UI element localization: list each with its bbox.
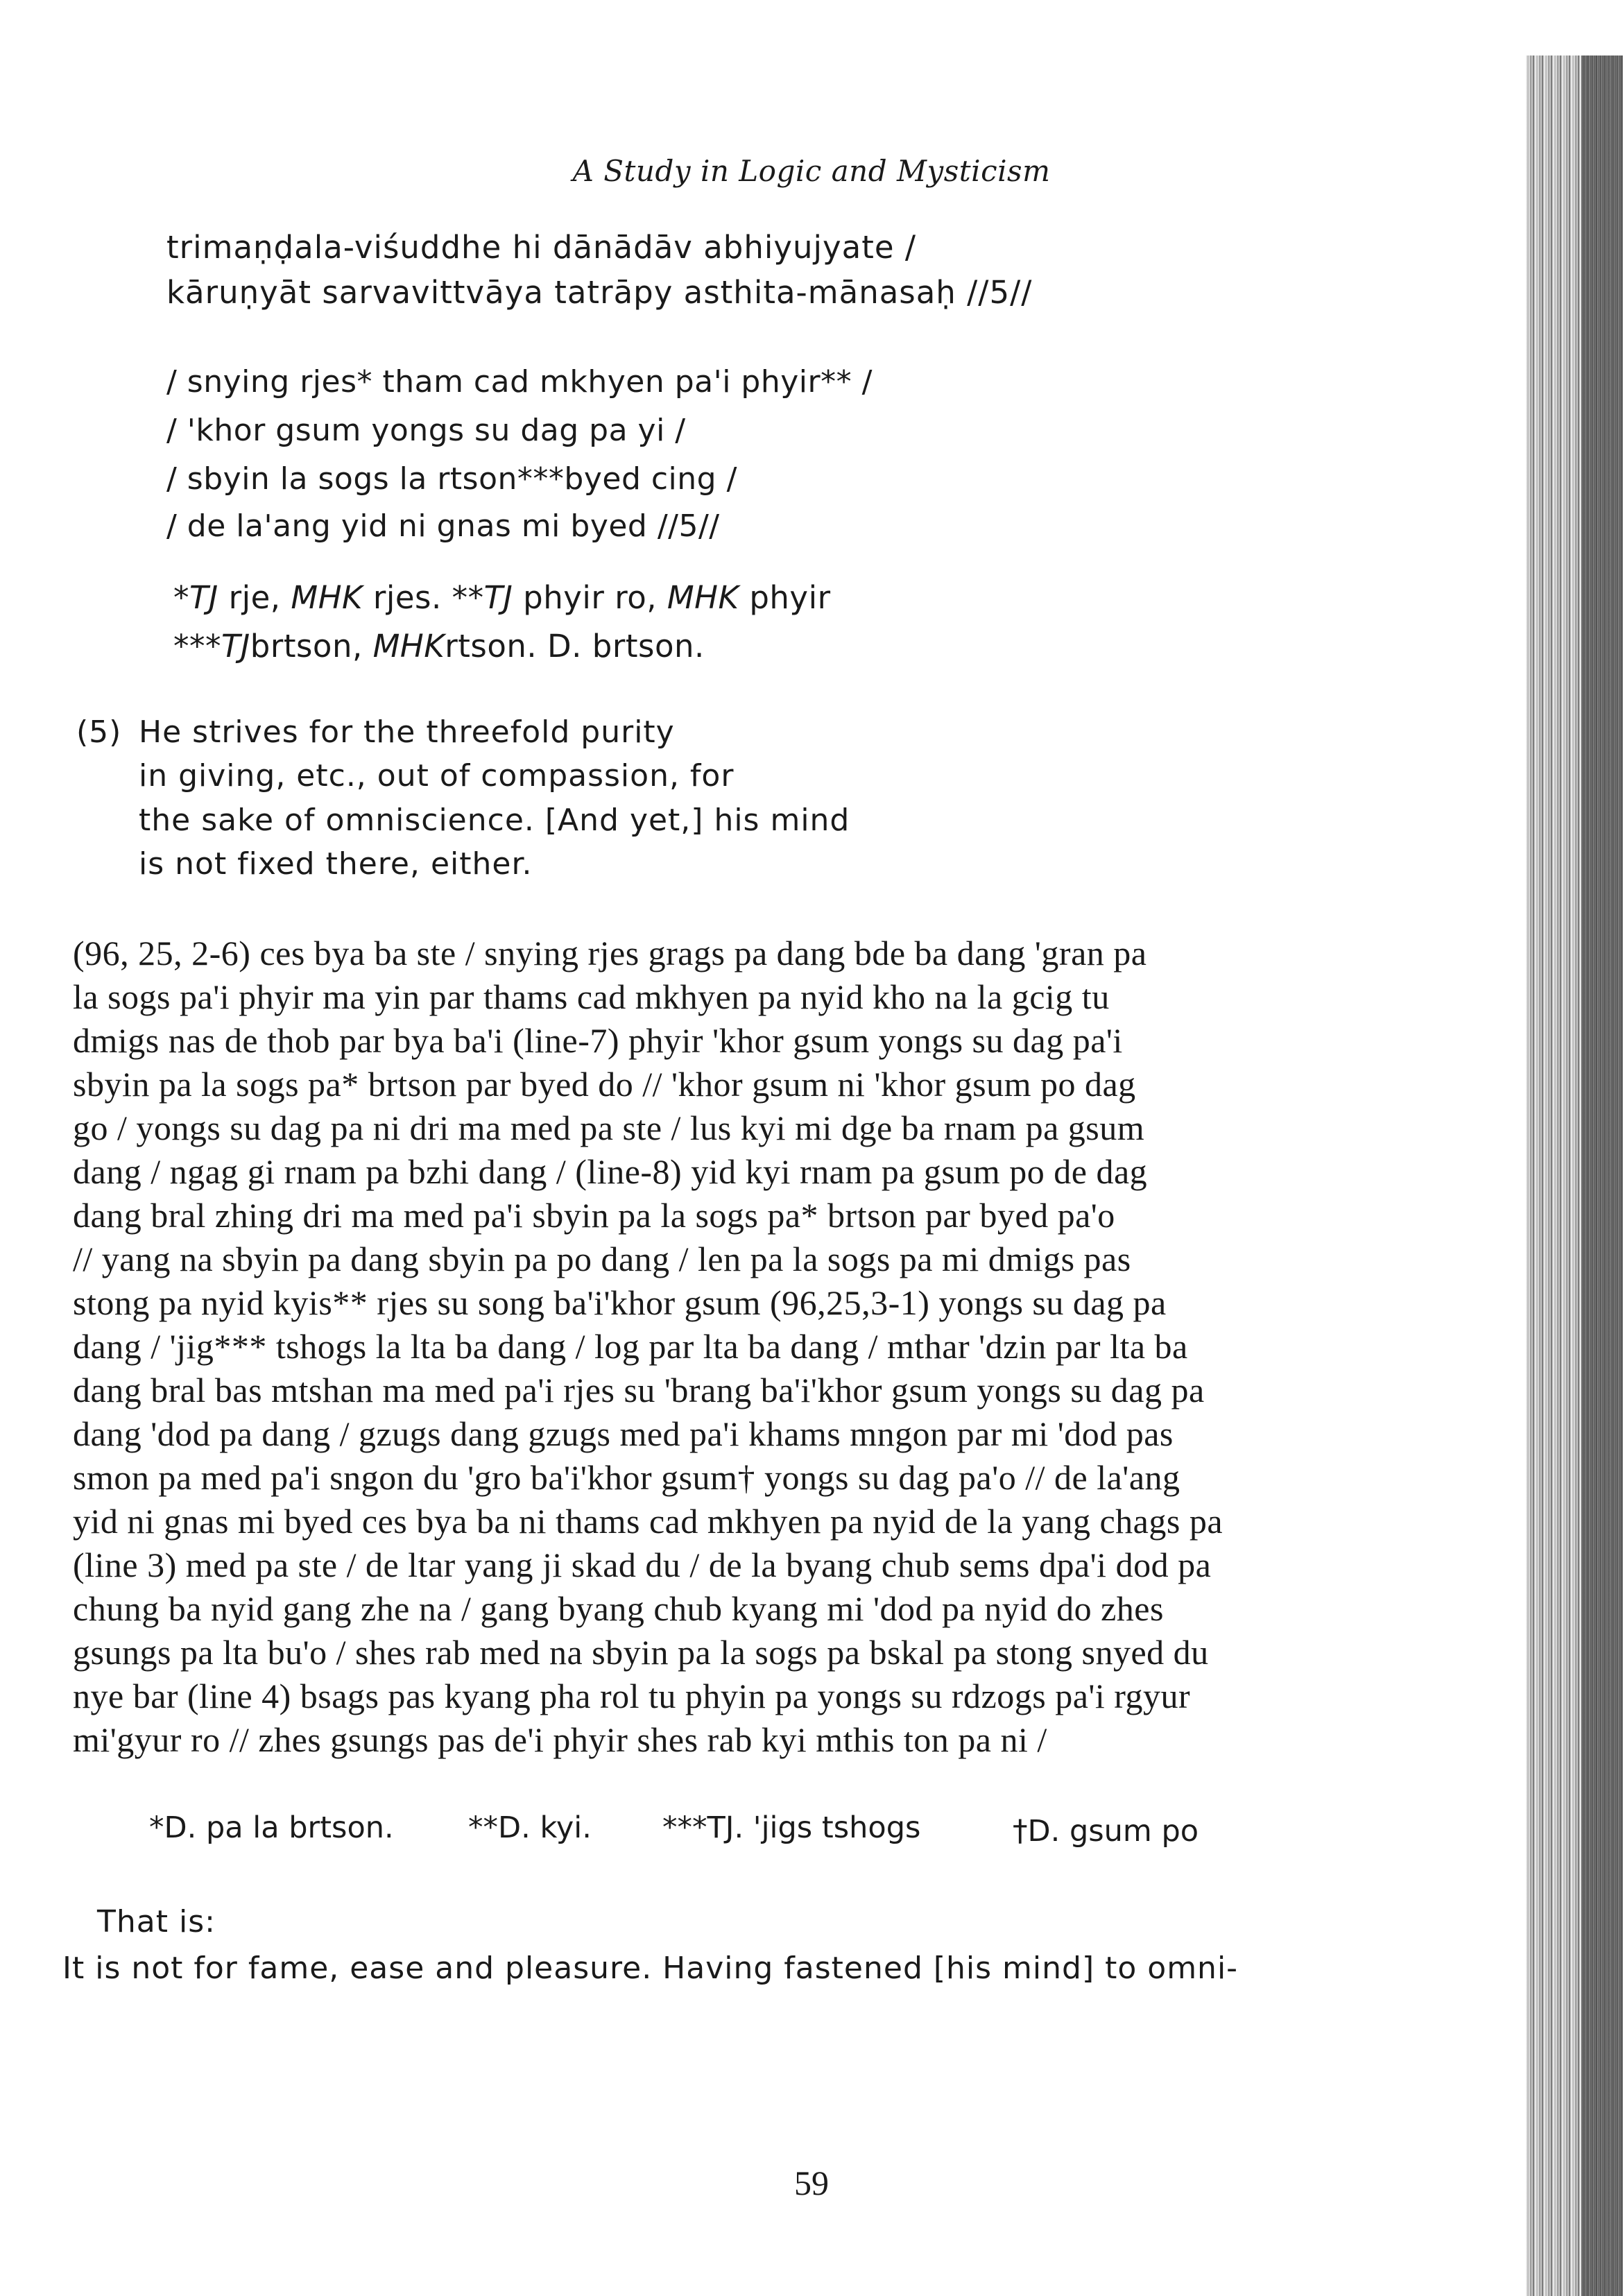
footnote: *D. pa la brtson. xyxy=(149,1810,394,1845)
running-header: A Study in Logic and Mysticism xyxy=(572,154,1051,188)
commentary-line: la sogs pa'i phyir ma yin par thams cad mkhyen pa nyid kho na la gcig tu xyxy=(73,977,1110,1016)
commentary-line: stong pa nyid kyis** rjes su song ba'i'khor gsum (96,25,3-1) yongs su dag pa xyxy=(73,1283,1167,1322)
commentary-line: dang / 'jig*** tshogs la lta ba dang / log par lta ba dang / mthar 'dzin par lta ba xyxy=(73,1327,1188,1366)
footnote: †D. gsum po xyxy=(1013,1814,1199,1849)
commentary-line: dang bral zhing dri ma med pa'i sbyin pa la sogs pa* brtson par byed pa'o xyxy=(73,1196,1115,1235)
footnote: **D. kyi. xyxy=(468,1810,592,1845)
commentary-line: (96, 25, 2-6) ces bya ba ste / snying rjes grags pa dang bde ba dang 'gran pa xyxy=(73,934,1147,973)
book-binding-shadow xyxy=(1526,55,1623,2296)
page-number: 59 xyxy=(794,2164,829,2202)
commentary-line: smon pa med pa'i sngon du 'gro ba'i'khor gsum† yongs su dag pa'o // de la'ang xyxy=(73,1458,1180,1497)
body-text-line: It is not for fame, ease and pleasure. Having fastened [his mind] to omni- xyxy=(62,1951,1239,1986)
commentary-line: yid ni gnas mi byed ces bya ba ni thams cad mkhyen pa nyid de la yang chags pa xyxy=(73,1502,1223,1541)
sanskrit-verse-line: trimaṇḍala-viśuddhe hi dānādāv abhiyujyate / xyxy=(166,229,917,266)
tibetan-verse-line: / 'khor gsum yongs su dag pa yi / xyxy=(166,413,686,448)
tibetan-verse-line: / de la'ang yid ni gnas mi byed //5// xyxy=(166,508,720,544)
commentary-line: gsungs pa lta bu'o / shes rab med na sbyin pa la sogs pa bskal pa stong snyed du xyxy=(73,1633,1209,1672)
commentary-line: // yang na sbyin pa dang sbyin pa po dang / len pa la sogs pa mi dmigs pas xyxy=(73,1240,1131,1278)
commentary-line: dmigs nas de thob par bya ba'i (line-7) phyir 'khor gsum yongs su dag pa'i xyxy=(73,1021,1123,1060)
that-is-label: That is: xyxy=(97,1904,216,1939)
translation-line: is not fixed there, either. xyxy=(139,846,533,882)
commentary-line: sbyin pa la sogs pa* brtson par byed do // 'khor gsum ni 'khor gsum po dag xyxy=(73,1065,1136,1104)
commentary-line: chung ba nyid gang zhe na / gang byang chub kyang mi 'dod pa nyid do zhes xyxy=(73,1589,1164,1628)
translation-line: He strives for the threefold purity xyxy=(139,714,675,750)
footnote: ***TJ. 'jigs tshogs xyxy=(662,1810,921,1845)
translation-line: the sake of omniscience. [And yet,] his mind xyxy=(139,803,850,838)
tibetan-verse-line: / sbyin la sogs la rtson***byed cing / xyxy=(166,461,737,497)
commentary-line: dang 'dod pa dang / gzugs dang gzugs med pa'i khams mngon par mi 'dod pas xyxy=(73,1414,1174,1453)
tibetan-verse-line: / snying rjes* tham cad mkhyen pa'i phyir** / xyxy=(166,364,873,400)
commentary-line: dang bral bas mtshan ma med pa'i rjes su 'brang ba'i'khor gsum yongs su dag pa xyxy=(73,1371,1205,1410)
commentary-line: mi'gyur ro // zhes gsungs pas de'i phyir shes rab kyi mthis ton pa ni / xyxy=(73,1720,1047,1759)
translation-number: (5) xyxy=(76,714,122,750)
commentary-line: go / yongs su dag pa ni dri ma med pa ste / lus kyi mi dge ba rnam pa gsum xyxy=(73,1108,1145,1147)
commentary-line: dang / ngag gi rnam pa bzhi dang / (line-8) yid kyi rnam pa gsum po de dag xyxy=(73,1152,1148,1191)
commentary-line: nye bar (line 4) bsags pas kyang pha rol tu phyin pa yongs su rdzogs pa'i rgyur xyxy=(73,1677,1191,1715)
verse-note-line: ***TJbrtson, MHKrtson. D. brtson. xyxy=(173,628,705,665)
translation-line: in giving, etc., out of compassion, for xyxy=(139,758,735,794)
commentary-line: (line 3) med pa ste / de ltar yang ji skad du / de la byang chub sems dpa'i dod pa xyxy=(73,1545,1212,1584)
verse-note-line: *TJ rje, MHK rjes. **TJ phyir ro, MHK phyir xyxy=(173,579,831,616)
sanskrit-verse-line: kāruṇyāt sarvavittvāya tatrāpy asthita-mānasaḥ //5// xyxy=(166,274,1033,311)
